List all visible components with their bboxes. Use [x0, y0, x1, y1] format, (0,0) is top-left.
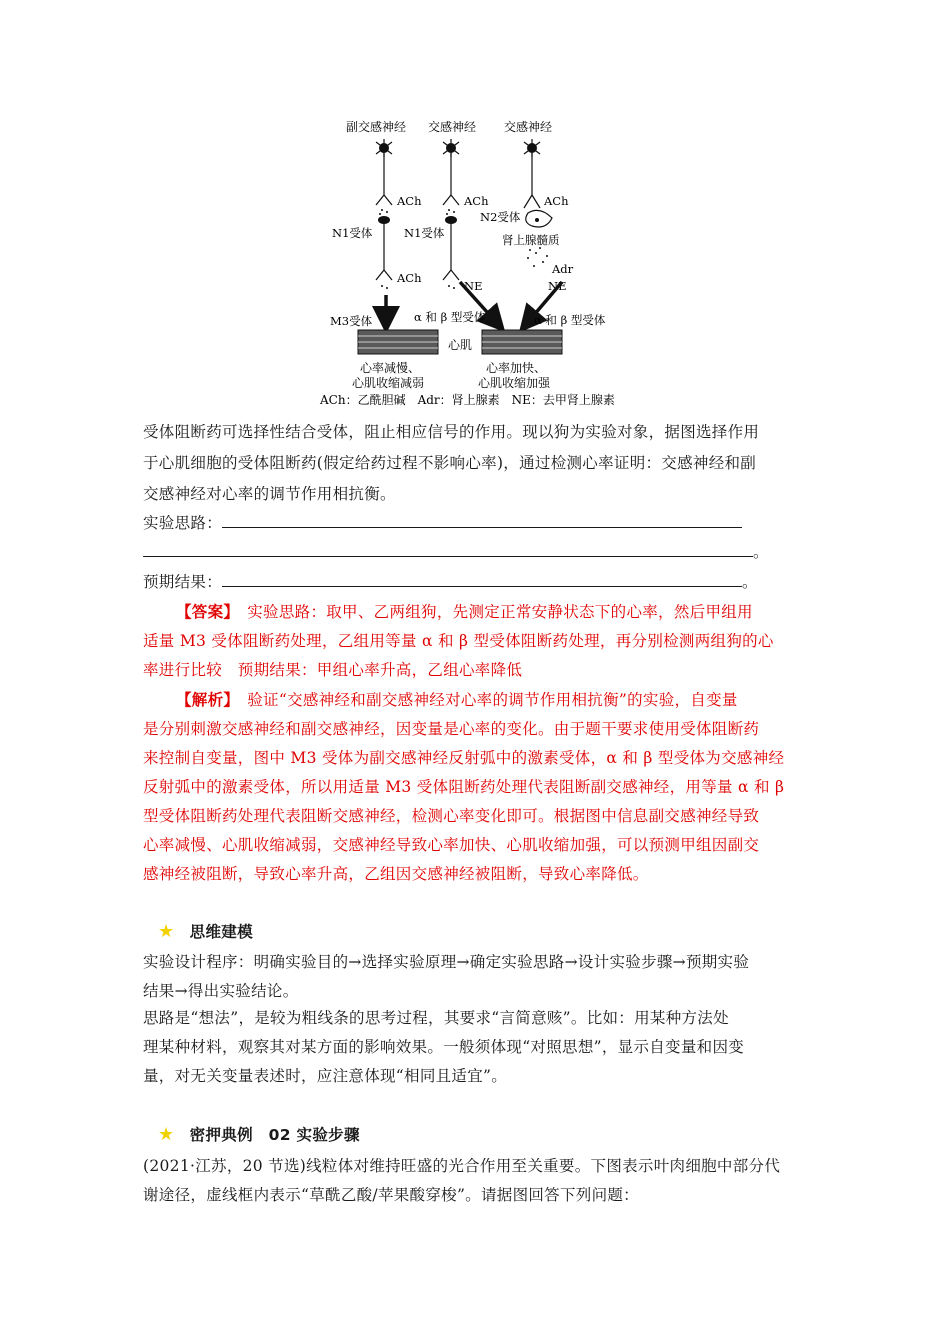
idea-row-2: 。 — [143, 542, 813, 562]
answer-line-2: 适量 M3 受体阻断药处理，乙组用等量 α 和 β 型受体阻断药处理，再分别检测两组狗的心 — [143, 632, 774, 650]
svg-text:N1受体: N1受体 — [332, 226, 373, 240]
expect-row: 预期结果： 。 — [143, 573, 758, 591]
neuron-body-icon — [379, 143, 537, 153]
svg-text:N2受体: N2受体 — [480, 210, 521, 224]
svg-text:α 和 β 型受体: α 和 β 型受体 — [414, 310, 486, 324]
n1-receptor-icon — [378, 216, 390, 224]
svg-text:N1受体: N1受体 — [404, 226, 445, 240]
svg-text:ACh：乙酰胆碱 Adr：肾上腺素 NE：去甲肾上腺素: ACh：乙酰胆碱 Adr：肾上腺素 NE：去甲肾上腺素 — [320, 393, 615, 407]
para-nerve-label: 副交感神经 — [346, 120, 407, 134]
svg-text:α 和 β 型受体: α 和 β 型受体 — [534, 313, 606, 327]
expect-blank[interactable] — [222, 572, 742, 587]
example-line: (2021·江苏，20 节选)线粒体对维持旺盛的光合作用至关重要。下图表示叶肉细胞中部分代 — [143, 1157, 781, 1175]
star-icon: ★ — [158, 1124, 175, 1145]
analysis-line: 反射弧中的激素受体，所以用适量 M3 受体阻断药处理代表阻断副交感神经，用等量 α 和 β — [143, 778, 785, 796]
svg-text:Adr: Adr — [552, 262, 574, 276]
question-line: 交感神经对心率的调节作用相抗衡。 — [143, 485, 396, 503]
modeling-line: 结果→得出实验结论。 — [143, 982, 299, 1000]
analysis-line: 感神经被阻断，导致心率升高，乙组因交感神经被阻断，导致心率降低。 — [143, 865, 649, 883]
analysis-line-1: 【解析】 验证“交感神经和副交感神经对心率的调节作用相抗衡”的实验，自变量 — [176, 690, 738, 709]
n1-receptor-icon — [445, 216, 457, 224]
idea-row — [143, 513, 813, 533]
symp-nerve-label-2: 交感神经 — [504, 120, 553, 134]
svg-text:心肌收缩加强: 心肌收缩加强 — [478, 376, 551, 390]
svg-text:心肌收缩减弱: 心肌收缩减弱 — [352, 376, 425, 390]
svg-text:ACh: ACh — [544, 194, 569, 208]
idea-blank-2[interactable] — [143, 542, 753, 557]
svg-text:心率加快、: 心率加快、 — [486, 361, 547, 375]
symp-nerve-label-1: 交感神经 — [428, 120, 477, 134]
nerve-heart-diagram — [300, 110, 660, 410]
svg-text:心肌: 心肌 — [448, 338, 473, 352]
svg-text:ACh: ACh — [397, 194, 422, 208]
answer-line-1: 【答案】 实验思路：取甲、乙两组狗，先测定正常安静状态下的心率，然后甲组用 — [176, 602, 753, 621]
example-title: 密押典例 02 实验步骤 — [189, 1126, 360, 1144]
question-line: 于心肌细胞的受体阻断药(假定给药过程不影响心率)，通过检测心率证明：交感神经和副 — [143, 454, 757, 472]
analysis-line: 心率减慢、心肌收缩减弱，交感神经导致心率加快、心肌收缩加强，可以预测甲组因副交 — [143, 836, 760, 854]
modeling-line: 实验设计程序：明确实验目的→选择实验原理→确定实验思路→设计实验步骤→预期实验 — [143, 953, 750, 971]
expect-label: 预期结果： — [143, 573, 223, 591]
example-line: 谢途径，虚线框内表示“草酰乙酸/苹果酸穿梭”。请据图回答下列问题： — [143, 1186, 639, 1204]
star-icon: ★ — [158, 921, 175, 942]
modeling-heading — [158, 922, 828, 942]
idea-blank[interactable] — [222, 513, 742, 528]
answer-tag: 【答案】 — [176, 602, 232, 621]
analysis-line: 是分别刺激交感神经和副交感神经，因变量是心率的变化。由于题干要求使用受体阻断药 — [143, 720, 760, 738]
modeling-line: 理某种材料，观察其对某方面的影响效果。一般须体现“对照思想”，显示自变量和因变 — [143, 1038, 745, 1056]
modeling-title: 思维建模 — [189, 923, 253, 941]
idea-label: 实验思路： — [143, 514, 223, 532]
analysis-tag: 【解析】 — [176, 690, 232, 709]
analysis-line: 型受体阻断药处理代表阻断交感神经，检测心率变化即可。根据图中信息副交感神经导致 — [143, 807, 760, 825]
example-heading — [158, 1125, 828, 1145]
modeling-line: 思路是“想法”，是较为粗线条的思考过程，其要求“言简意赅”。比如：用某种方法处 — [143, 1009, 729, 1027]
svg-text:ACh: ACh — [464, 194, 489, 208]
modeling-line: 量，对无关变量表述时，应注意体现“相同且适宜”。 — [143, 1067, 508, 1085]
svg-text:NE: NE — [464, 279, 483, 293]
answer-line-3: 率进行比较 预期结果：甲组心率升高，乙组心率降低 — [143, 661, 523, 679]
svg-text:NE: NE — [548, 279, 567, 293]
svg-text:肾上腺髓质: 肾上腺髓质 — [502, 233, 560, 247]
svg-text:M3受体: M3受体 — [330, 314, 373, 328]
svg-text:ACh: ACh — [397, 271, 422, 285]
question-line: 受体阻断药可选择性结合受体，阻止相应信号的作用。现以狗为实验对象，据图选择作用 — [143, 423, 760, 441]
analysis-line: 来控制自变量，图中 M3 受体为副交感神经反射弧中的激素受体，α 和 β 型受体为交感神经 — [143, 749, 785, 767]
svg-text:心率减慢、: 心率减慢、 — [360, 361, 421, 375]
